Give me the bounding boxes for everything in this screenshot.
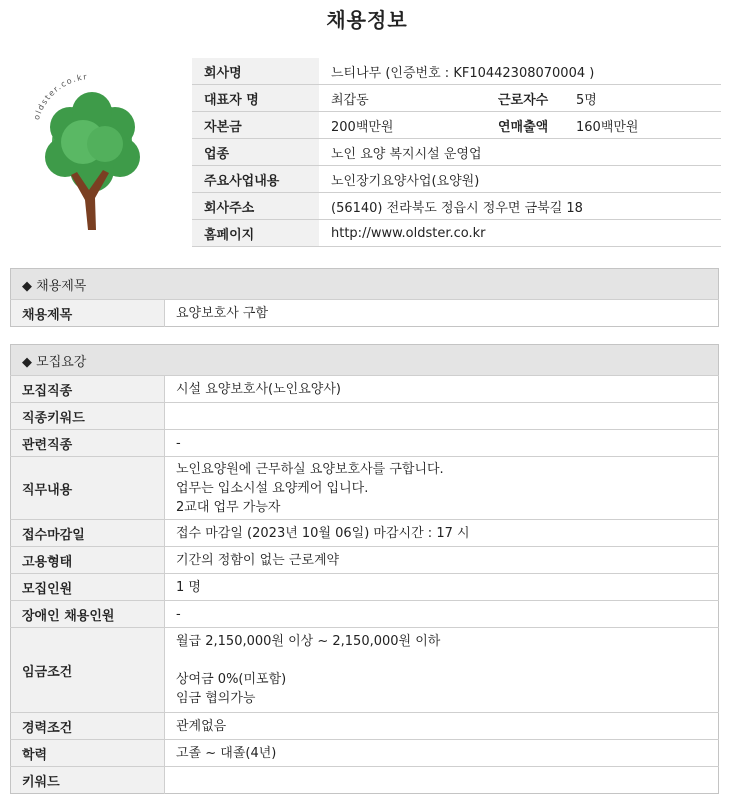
logo-arc-text: oldster.co.kr bbox=[31, 72, 89, 121]
ceo-label: 대표자 명 bbox=[192, 85, 319, 112]
related-job-value: - bbox=[165, 430, 719, 457]
deadline-value: 접수 마감일 (2023년 10월 06일) 마감시간 : 17 시 bbox=[165, 520, 719, 547]
capital-label: 자본금 bbox=[192, 112, 319, 139]
homepage-link[interactable]: http://www.oldster.co.kr bbox=[319, 220, 721, 247]
employment-type-value: 기간의 정함이 없는 근로계약 bbox=[165, 547, 719, 574]
capital-value: 200백만원 bbox=[319, 112, 486, 139]
job-keyword-label: 직종키워드 bbox=[11, 403, 165, 430]
experience-label: 경력조건 bbox=[11, 713, 165, 740]
recruit-requirements-section bbox=[10, 344, 719, 794]
job-category-label: 모집직종 bbox=[11, 376, 165, 403]
job-category-value: 시설 요양보호사(노인요양사) bbox=[165, 376, 719, 403]
industry-label: 업종 bbox=[192, 139, 319, 166]
page-title: 채용정보 bbox=[326, 8, 408, 32]
wage-line bbox=[176, 651, 718, 670]
job-description-value bbox=[165, 457, 719, 520]
job-keyword-value bbox=[165, 403, 719, 430]
wage-label: 임금조건 bbox=[11, 628, 165, 713]
address-label: 회사주소 bbox=[192, 193, 319, 220]
wage-value bbox=[165, 628, 719, 713]
sales-value: 160백만원 bbox=[564, 112, 721, 139]
employment-type-label: 고용형태 bbox=[11, 547, 165, 574]
business-value: 노인장기요양사업(요양원) bbox=[319, 166, 721, 193]
recruit-title-heading: ◆ 채용제목 bbox=[11, 269, 719, 300]
job-description-label: 직무내용 bbox=[11, 457, 165, 520]
employees-label: 근로자수 bbox=[486, 85, 564, 112]
keyword-label: 키워드 bbox=[11, 767, 165, 794]
headcount-value: 1 명 bbox=[165, 574, 719, 601]
company-info-table bbox=[192, 58, 721, 247]
keyword-value bbox=[165, 767, 719, 794]
job-description-line: 2교대 업무 가능자 bbox=[176, 499, 281, 515]
recruit-title-section bbox=[10, 268, 719, 327]
wage-line: 상여금 0%(미포함) bbox=[176, 672, 287, 687]
recruit-requirements-heading: ◆ 모집요강 bbox=[11, 345, 719, 376]
recruit-title-value: 요양보호사 구함 bbox=[165, 300, 719, 327]
disabled-hire-label: 장애인 채용인원 bbox=[11, 601, 165, 628]
business-label: 주요사업내용 bbox=[192, 166, 319, 193]
experience-value: 관계없음 bbox=[165, 713, 719, 740]
recruit-title-label: 채용제목 bbox=[11, 300, 165, 327]
sales-label: 연매출액 bbox=[486, 112, 564, 139]
headcount-label: 모집인원 bbox=[11, 574, 165, 601]
company-name-value: 느티나무 (인증번호 : KF10442308070004 ) bbox=[319, 58, 721, 85]
tree-logo-icon bbox=[25, 72, 160, 237]
education-value: 고졸 ~ 대졸(4년) bbox=[165, 740, 719, 767]
company-name-label: 회사명 bbox=[192, 58, 319, 85]
job-description-line: 노인요양원에 근무하실 요양보호사를 구합니다. bbox=[176, 461, 444, 477]
employees-value: 5명 bbox=[564, 85, 721, 112]
job-description-line: 업무는 입소시설 요양케어 입니다. bbox=[176, 480, 369, 496]
wage-line: 월급 2,150,000원 이상 ~ 2,150,000원 이하 bbox=[176, 634, 441, 649]
education-label: 학력 bbox=[11, 740, 165, 767]
disabled-hire-value: - bbox=[165, 601, 719, 628]
deadline-label: 접수마감일 bbox=[11, 520, 165, 547]
ceo-value: 최갑동 bbox=[319, 85, 486, 112]
address-value: (56140) 전라북도 정읍시 정우면 금북길 18 bbox=[319, 193, 721, 220]
homepage-label: 홈페이지 bbox=[192, 220, 319, 247]
related-job-label: 관련직종 bbox=[11, 430, 165, 457]
industry-value: 노인 요양 복지시설 운영업 bbox=[319, 139, 721, 166]
wage-line: 임금 협의가능 bbox=[176, 691, 256, 706]
